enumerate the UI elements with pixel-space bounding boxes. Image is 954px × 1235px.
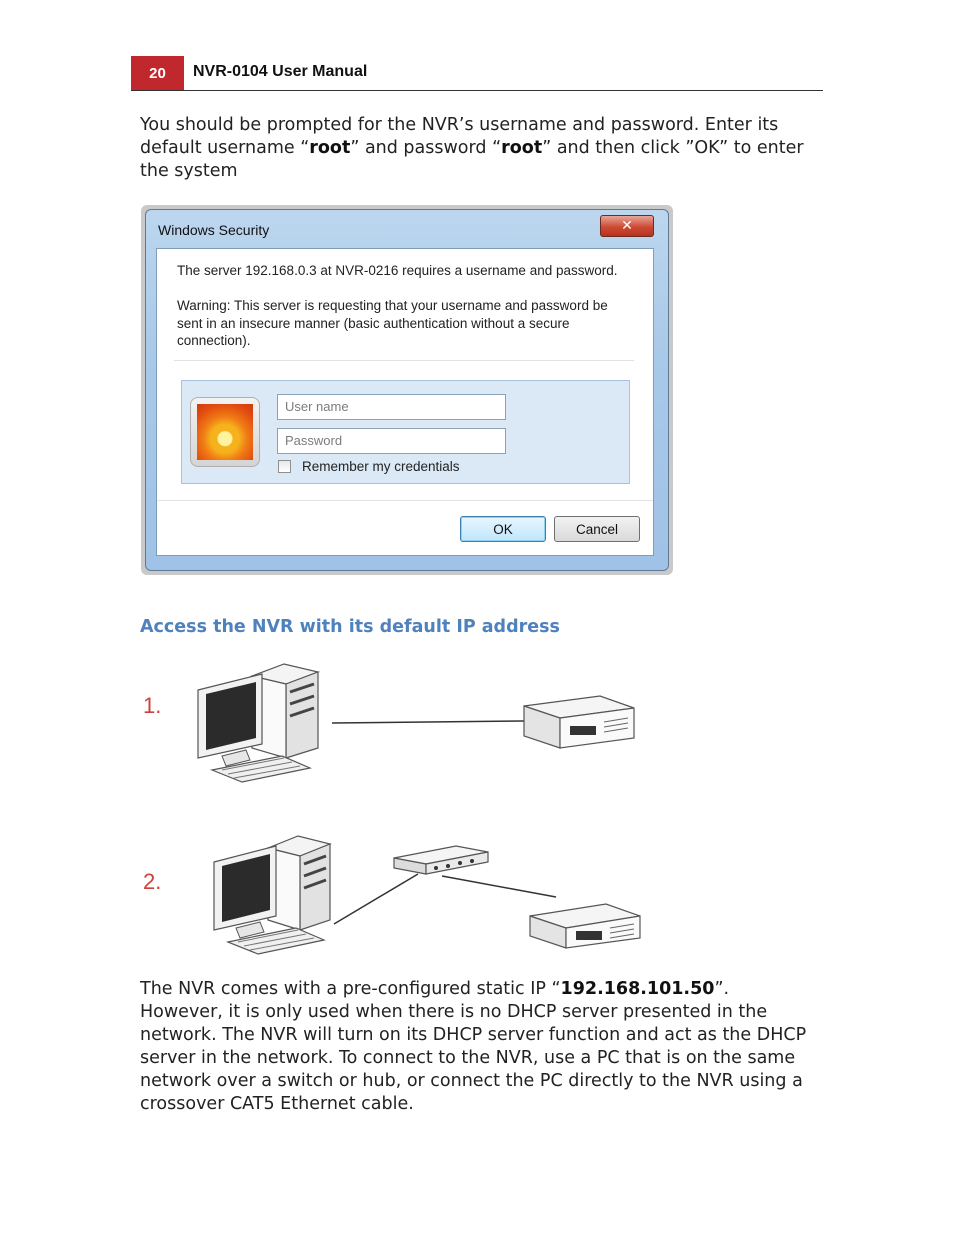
default-username: root [309,138,351,158]
switch-icon [394,846,488,874]
username-input[interactable]: User name [277,394,506,420]
intro-text-3: ” and then click ”OK” to enter the system [140,138,804,181]
cable-pc-switch [334,874,418,924]
nvr-1-icon [524,696,634,748]
intro-text-2: ” and password “ [350,138,502,158]
manual-title: NVR-0104 User Manual [193,63,368,80]
nvr-2-icon [530,904,640,948]
body-paragraph [140,978,812,1116]
step-1-number: 1. [143,693,162,718]
close-icon[interactable]: ✕ [600,215,654,237]
body-text-1: The NVR comes with a pre-configured static IP “ [140,979,561,999]
default-password: root [501,138,543,158]
remember-label: Remember my credentials [302,459,460,474]
dialog-warning: Warning: This server is requesting that your username and password be sent in an insecure manner (basic authentication without a secure connection). [177,298,608,348]
pc-2-icon [214,836,330,954]
intro-text-1: You should be prompted for the NVR’s username and password. Enter its default username “ [140,115,779,158]
step-2-number: 2. [143,869,162,894]
page-number: 20 [131,56,184,90]
section-heading: Access the NVR with its default IP address [140,617,560,637]
password-input[interactable]: Password [277,428,506,454]
dialog-message: The server 192.168.0.3 at NVR-0216 requires a username and password. [177,263,618,278]
cancel-button[interactable]: Cancel [554,516,640,542]
body-text-2: ”. However, it is only used when there is no DHCP server presented in the network. The NVR will turn on its DHCP server function and act as the DHCP server in the network. To connect to the NVR, use a PC that is on the same network over a switch or hub, or connect the PC directly to the NVR using a crossover CAT5 Ethernet cable. [140,979,807,1114]
cable-switch-nvr [442,876,556,897]
dialog-title: Windows Security [158,222,270,238]
pc-1-icon [198,664,318,782]
ok-button[interactable]: OK [460,516,546,542]
cable-1 [332,721,524,723]
default-ip: 192.168.101.50 [560,979,715,999]
